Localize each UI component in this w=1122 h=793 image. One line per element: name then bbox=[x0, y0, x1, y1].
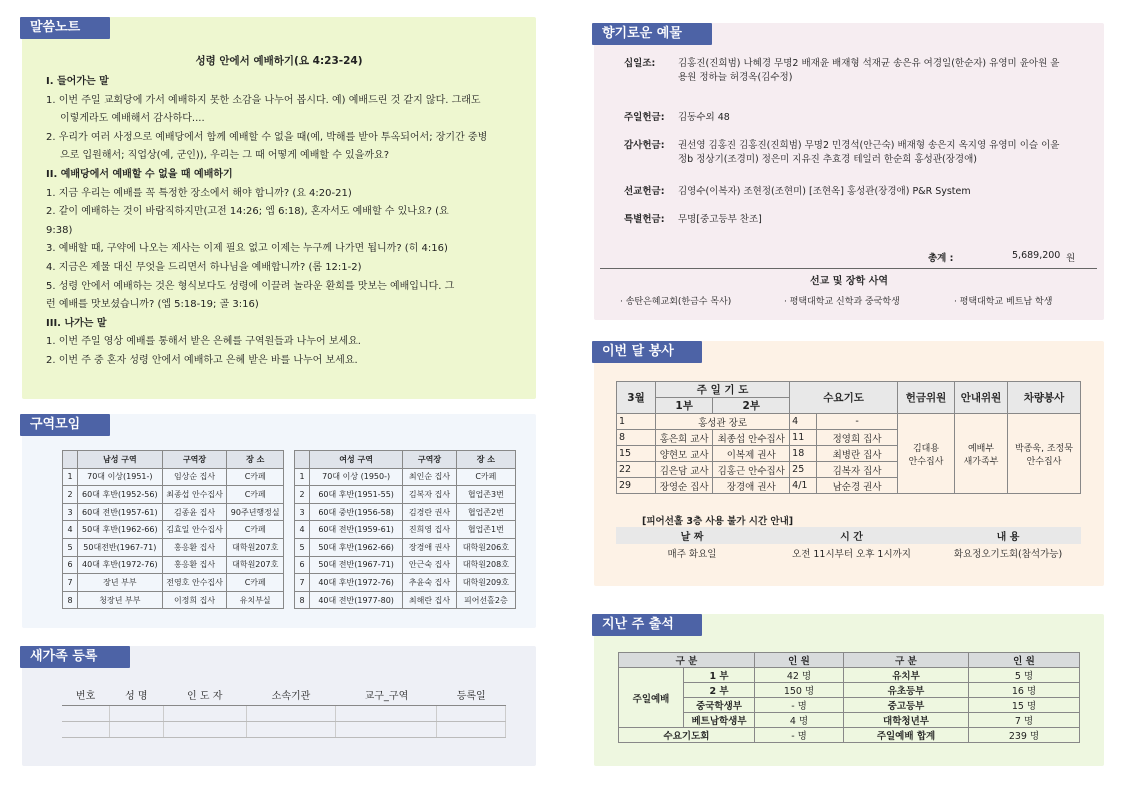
group-cell: 2 bbox=[295, 486, 310, 504]
group-cell: 7 bbox=[63, 574, 78, 592]
att-cell: 주일예배 합계 bbox=[844, 728, 969, 743]
wed-prayer-cell: 정영희 집사 bbox=[817, 430, 898, 446]
prayer-cell: 장영순 집사 bbox=[656, 478, 713, 494]
group-cell: 60대 후반(1952-56) bbox=[78, 486, 163, 504]
newfamily-cell bbox=[246, 722, 336, 738]
group-cell: 대학원208호 bbox=[456, 556, 515, 574]
prayer-cell: 이복제 권사 bbox=[713, 446, 790, 462]
offering-names: 김영수(이복자) 조현정(조현미) [조현옥] 홍성관(장경애) P&R System bbox=[678, 186, 971, 197]
new-family-table bbox=[62, 684, 506, 738]
att-cell: 239 명 bbox=[969, 728, 1080, 743]
date-cell: 8 bbox=[617, 430, 656, 446]
group-cell: 장년 부부 bbox=[78, 574, 163, 592]
group-cell: 1 bbox=[295, 468, 310, 486]
group-cell: 5 bbox=[63, 538, 78, 556]
newfamily-cell bbox=[336, 706, 437, 722]
total-value: 5,689,200 bbox=[1012, 250, 1061, 261]
table-row bbox=[295, 538, 516, 556]
group-cell: C카페 bbox=[227, 574, 284, 592]
table-row bbox=[295, 556, 516, 574]
offering-label: 감사헌금: bbox=[624, 140, 665, 151]
group-cell: 3 bbox=[63, 503, 78, 521]
offering-names: 김동수외 48 bbox=[678, 112, 730, 123]
offering-label: 십일조: bbox=[624, 58, 656, 69]
wed-prayer-cell: 최병란 집사 bbox=[817, 446, 898, 462]
car-member: 박종욱, 조정묵 안수집사 bbox=[1008, 414, 1081, 494]
section-header-offering: 향기로운 예물 bbox=[592, 23, 712, 45]
group-cell: 40대 전반(1977-80) bbox=[310, 591, 403, 609]
group-cell: C카페 bbox=[227, 468, 284, 486]
col-first-service: 1부 bbox=[656, 398, 713, 414]
group-cell: 김복자 집사 bbox=[403, 486, 456, 504]
mission-item: · 평택대학교 베트남 학생 bbox=[954, 297, 1053, 307]
group-cell: 김종윤 집사 bbox=[162, 503, 227, 521]
group-cell: 청장년 부부 bbox=[78, 591, 163, 609]
total-unit: 원 bbox=[1066, 253, 1076, 264]
attendance-table bbox=[618, 652, 1080, 743]
att-cell: 중고등부 bbox=[844, 698, 969, 713]
offering-names: 김홍진(진희범) 나혜경 무명2 배재윤 배재형 석재균 송은유 여경일(한순자) 유영미 윤아원 윤용원 정하늘 허경옥(김수정) bbox=[678, 58, 1060, 83]
table-row bbox=[63, 538, 284, 556]
pierson-notice bbox=[616, 513, 1081, 561]
sermon-line: 으로 입원해서; 직업상(예, 군인)), 우리는 그 때 어떻게 예배할 수 있을까요? bbox=[60, 150, 390, 162]
wed-prayer-cell: - bbox=[817, 414, 898, 430]
attendance-section bbox=[594, 614, 1104, 766]
prayer-cell: 최종섭 안수집사 bbox=[713, 430, 790, 446]
mission-item: · 송탄은혜교회(한금수 목사) bbox=[620, 297, 732, 307]
group-cell: 7 bbox=[295, 574, 310, 592]
wed-date-cell: 18 bbox=[790, 446, 817, 462]
sermon-note-section bbox=[22, 17, 536, 399]
att-cell: 15 명 bbox=[969, 698, 1080, 713]
section-header-group: 구역모임 bbox=[20, 414, 110, 436]
divider bbox=[600, 268, 1097, 269]
att-cell: 7 명 bbox=[969, 713, 1080, 728]
group-cell: 대학원209호 bbox=[456, 574, 515, 592]
prayer-cell: 장경애 권사 bbox=[713, 478, 790, 494]
group-cell: 협업존2번 bbox=[456, 503, 515, 521]
group-cell: 70대 이상(1951-) bbox=[78, 468, 163, 486]
sermon-line: 3. 예배할 때, 구약에 나오는 제사는 이제 필요 없고 이제는 누구께 나가면 됩니까? (히 4:16) bbox=[46, 243, 448, 255]
offering-names: 권선영 김홍진 김홍진(진희범) 무명2 민경석(안근숙) 배재형 송은지 옥지영 유영미 이슬 이윤정b 정상기(조경미) 정은미 지유진 추효경 테일러 한순희 홍성관(장경애) bbox=[678, 140, 1060, 165]
table-row bbox=[295, 486, 516, 504]
group-cell: 진희영 집사 bbox=[403, 521, 456, 539]
newfamily-cell bbox=[109, 722, 163, 738]
prayer-cell: 김은담 교사 bbox=[656, 462, 713, 478]
group-cell: 대학원206호 bbox=[456, 538, 515, 556]
att-cell: 베트남학생부 bbox=[684, 713, 755, 728]
group-cell: 대학원207호 bbox=[227, 556, 284, 574]
sermon-line: 9:38) bbox=[46, 224, 73, 236]
date-cell: 15 bbox=[617, 446, 656, 462]
newfamily-cell bbox=[62, 722, 109, 738]
group-col-header: 구역장 bbox=[162, 451, 227, 469]
group-cell: C카페 bbox=[456, 468, 515, 486]
sermon-line: 이렇게라도 예배해서 감사하다.... bbox=[60, 113, 205, 125]
prayer-cell: 홍성관 장로 bbox=[656, 414, 790, 430]
att-col-count: 인 원 bbox=[755, 653, 844, 668]
group-cell: 1 bbox=[63, 468, 78, 486]
group-cell: 협업존1번 bbox=[456, 521, 515, 539]
col-month: 3월 bbox=[617, 382, 656, 414]
pierson-date: 매주 화요일 bbox=[667, 548, 717, 560]
group-cell: 50대 후반(1962-66) bbox=[310, 538, 403, 556]
offering-label: 특별헌금: bbox=[624, 214, 665, 225]
att-cell: 2 부 bbox=[684, 683, 755, 698]
newfamily-col-header: 성 명 bbox=[109, 684, 163, 706]
newfamily-cell bbox=[246, 706, 336, 722]
newfamily-col-header: 인 도 자 bbox=[163, 684, 246, 706]
service-section bbox=[594, 341, 1104, 586]
group-cell: 안근숙 집사 bbox=[403, 556, 456, 574]
offering-member: 김대용 안수집사 bbox=[898, 414, 955, 494]
newfamily-cell bbox=[163, 706, 246, 722]
group-cell: 3 bbox=[295, 503, 310, 521]
table-row bbox=[295, 468, 516, 486]
pierson-col-date: 날 짜 bbox=[616, 527, 768, 544]
section-header-attendance: 지난 주 출석 bbox=[592, 614, 702, 636]
newfamily-col-header: 교구_구역 bbox=[336, 684, 437, 706]
att-cell: 유치부 bbox=[844, 668, 969, 683]
group-cell: 대학원207호 bbox=[227, 538, 284, 556]
group-cell: 5 bbox=[295, 538, 310, 556]
group-cell: C카페 bbox=[227, 521, 284, 539]
sermon-line: 2. 우리가 여러 사정으로 예배당에서 함께 예배할 수 없을 때(예, 박해를 받아 투옥되어서; 장기간 중병 bbox=[46, 131, 488, 143]
newfamily-cell bbox=[109, 706, 163, 722]
group-col-header: 남성 구역 bbox=[78, 451, 163, 469]
sermon-heading: III. 나가는 말 bbox=[46, 317, 107, 329]
newfamily-cell bbox=[437, 706, 506, 722]
group-cell: 60대 중반(1956-58) bbox=[310, 503, 403, 521]
sermon-heading: I. 들어가는 말 bbox=[46, 76, 109, 87]
att-col-category: 구 분 bbox=[619, 653, 755, 668]
group-cell: 최해란 집사 bbox=[403, 591, 456, 609]
sermon-body bbox=[46, 73, 521, 371]
newfamily-cell bbox=[62, 706, 109, 722]
att-cell: 대학청년부 bbox=[844, 713, 969, 728]
col-offering: 헌금위원 bbox=[898, 382, 955, 414]
group-cell: 60대 전반(1957-61) bbox=[78, 503, 163, 521]
group-cell: 장경애 권사 bbox=[403, 538, 456, 556]
wed-prayer-cell: 김복자 집사 bbox=[817, 462, 898, 478]
col-second-service: 2부 bbox=[713, 398, 790, 414]
sermon-line: 5. 성령 안에서 예배하는 것은 형식보다도 성령에 이끌려 놀라운 환희를 맛보는 예배입니다. 그 bbox=[46, 280, 455, 292]
att-cell: - 명 bbox=[755, 698, 844, 713]
att-cell: 유초등부 bbox=[844, 683, 969, 698]
table-row bbox=[295, 521, 516, 539]
table-row bbox=[63, 521, 284, 539]
table-row bbox=[295, 574, 516, 592]
group-cell: 이정희 집사 bbox=[162, 591, 227, 609]
date-cell: 22 bbox=[617, 462, 656, 478]
group-cell: 70대 이상 (1950-) bbox=[310, 468, 403, 486]
mission-item: · 평택대학교 신학과 중국학생 bbox=[784, 297, 900, 307]
att-cell: 중국학생부 bbox=[684, 698, 755, 713]
col-prayer: 주 일 기 도 bbox=[656, 382, 790, 398]
sermon-line: 2. 같이 예배하는 것이 바람직하지만(고전 14:26; 엡 6:18), 혼자서도 예배할 수 있나요? (요 bbox=[46, 206, 449, 218]
group-cell: 홍응환 집사 bbox=[162, 556, 227, 574]
group-cell: 유치부실 bbox=[227, 591, 284, 609]
group-cell: 60대 전반(1959-61) bbox=[310, 521, 403, 539]
att-col-count2: 인 원 bbox=[969, 653, 1080, 668]
group-cell: 최인순 집사 bbox=[403, 468, 456, 486]
group-cell: 8 bbox=[295, 591, 310, 609]
section-header-service: 이번 달 봉사 bbox=[592, 341, 702, 363]
sermon-line: 2. 이번 주 중 혼자 성령 안에서 예배하고 은혜 받은 바를 나누어 보세요. bbox=[46, 354, 358, 366]
new-family-section bbox=[22, 646, 536, 766]
group-col-header: 장 소 bbox=[456, 451, 515, 469]
group-col-header: 구역장 bbox=[403, 451, 456, 469]
group-col-header bbox=[295, 451, 310, 469]
att-cell: 5 명 bbox=[969, 668, 1080, 683]
group-meeting-section bbox=[22, 414, 536, 628]
col-car: 차량봉사 bbox=[1008, 382, 1081, 414]
att-cell: 42 명 bbox=[755, 668, 844, 683]
sermon-heading: II. 예배당에서 예배할 수 없을 때 예배하기 bbox=[46, 168, 233, 180]
group-cell: 40대 후반(1972-76) bbox=[78, 556, 163, 574]
wed-prayer-cell: 남순경 권사 bbox=[817, 478, 898, 494]
service-table bbox=[616, 381, 1081, 494]
wed-date-cell: 25 bbox=[790, 462, 817, 478]
table-row bbox=[63, 556, 284, 574]
table-row bbox=[63, 486, 284, 504]
group-cell: C카페 bbox=[227, 486, 284, 504]
group-cell: 김경란 권사 bbox=[403, 503, 456, 521]
pierson-time: 오전 11시부터 오후 1시까지 bbox=[792, 548, 911, 560]
wed-date-cell: 11 bbox=[790, 430, 817, 446]
section-header-newfamily: 새가족 등록 bbox=[20, 646, 130, 668]
table-row bbox=[62, 706, 506, 722]
newfamily-col-header: 번호 bbox=[62, 684, 109, 706]
prayer-cell: 김홍근 안수집사 bbox=[713, 462, 790, 478]
att-col-category2: 구 분 bbox=[844, 653, 969, 668]
group-cell: 홍응환 집사 bbox=[162, 538, 227, 556]
group-cell: 40대 후반(1972-76) bbox=[310, 574, 403, 592]
att-cell: 150 명 bbox=[755, 683, 844, 698]
sermon-line: 1. 이번 주일 영상 예배를 통해서 받은 은혜를 구역원들과 나누어 보세요. bbox=[46, 336, 361, 348]
offering-label: 선교헌금: bbox=[624, 186, 665, 197]
table-row bbox=[295, 591, 516, 609]
group-cell: 최종섭 안수집사 bbox=[162, 486, 227, 504]
group-col-header: 장 소 bbox=[227, 451, 284, 469]
offering-label: 주일헌금: bbox=[624, 112, 665, 123]
total-label: 총계 : bbox=[928, 253, 954, 264]
group-cell: 50대전반(1967-71) bbox=[78, 538, 163, 556]
women-group-table bbox=[294, 450, 516, 609]
group-cell: 50대 후반(1962-66) bbox=[78, 521, 163, 539]
prayer-cell: 홍은희 교사 bbox=[656, 430, 713, 446]
pierson-col-content: 내 용 bbox=[935, 527, 1081, 544]
section-header-sermon: 말씀노트 bbox=[20, 17, 110, 39]
table-row bbox=[63, 574, 284, 592]
guide-member: 예배부 새가족부 bbox=[955, 414, 1008, 494]
date-cell: 29 bbox=[617, 478, 656, 494]
group-cell: 전영호 안수집사 bbox=[162, 574, 227, 592]
group-col-header: 여성 구역 bbox=[310, 451, 403, 469]
col-wednesday: 수요기도 bbox=[790, 382, 898, 414]
sermon-line: 런 예배를 맛보셨습니까? (엡 5:18-19; 골 3:16) bbox=[46, 299, 259, 311]
newfamily-cell bbox=[437, 722, 506, 738]
sermon-title: 성령 안에서 예배하기(요 4:23-24) bbox=[195, 55, 363, 67]
pierson-col-time: 시 간 bbox=[768, 527, 935, 544]
att-cell: 16 명 bbox=[969, 683, 1080, 698]
newfamily-cell bbox=[336, 722, 437, 738]
table-row bbox=[63, 591, 284, 609]
group-cell: 2 bbox=[63, 486, 78, 504]
group-cell: 6 bbox=[63, 556, 78, 574]
table-row bbox=[63, 468, 284, 486]
group-cell: 추윤숙 집사 bbox=[403, 574, 456, 592]
newfamily-col-header: 등록일 bbox=[437, 684, 506, 706]
group-cell: 90주년행정실 bbox=[227, 503, 284, 521]
group-col-header bbox=[63, 451, 78, 469]
wed-date-cell: 4 bbox=[790, 414, 817, 430]
sermon-line: 4. 지금은 제물 대신 무엇을 드리면서 하나님을 예배합니까? (롬 12:1-2) bbox=[46, 261, 362, 273]
att-cell: 4 명 bbox=[755, 713, 844, 728]
group-cell: 피어선홀2층 bbox=[456, 591, 515, 609]
group-cell: 8 bbox=[63, 591, 78, 609]
offering-names: 무명[중고등부 찬조] bbox=[678, 214, 762, 225]
col-guide: 안내위원 bbox=[955, 382, 1008, 414]
group-cell: 4 bbox=[295, 521, 310, 539]
att-cell: 수요기도회 bbox=[619, 728, 755, 743]
pierson-content: 화요정오기도회(참석가능) bbox=[953, 548, 1063, 560]
sermon-line: 1. 지금 우리는 예배를 꼭 특정한 장소에서 해야 합니까? (요 4:20-21) bbox=[46, 187, 352, 199]
sermon-line: 1. 이번 주일 교회당에 가서 예배하지 못한 소감을 나누어 봅시다. 예) 예배드린 것 같지 않다. 그래도 bbox=[46, 94, 481, 106]
table-row bbox=[62, 722, 506, 738]
group-cell: 김효일 안수집사 bbox=[162, 521, 227, 539]
group-cell: 협업존3번 bbox=[456, 486, 515, 504]
wed-date-cell: 4/1 bbox=[790, 478, 817, 494]
table-row bbox=[63, 503, 284, 521]
att-cell: - 명 bbox=[755, 728, 844, 743]
men-group-table bbox=[62, 450, 284, 609]
mission-title: 선교 및 장학 사역 bbox=[809, 276, 889, 287]
group-cell: 50대 전반(1967-71) bbox=[310, 556, 403, 574]
group-cell: 임상순 집사 bbox=[162, 468, 227, 486]
pierson-title: [피어선홀 3층 사용 불가 시간 안내] bbox=[642, 516, 794, 527]
att-group-label: 주일예배 bbox=[619, 668, 684, 728]
group-cell: 60대 후반(1951-55) bbox=[310, 486, 403, 504]
offering-section bbox=[594, 23, 1104, 320]
att-cell: 1 부 bbox=[684, 668, 755, 683]
newfamily-col-header: 소속기관 bbox=[246, 684, 336, 706]
date-cell: 1 bbox=[617, 414, 656, 430]
prayer-cell: 양현모 교사 bbox=[656, 446, 713, 462]
group-cell: 4 bbox=[63, 521, 78, 539]
group-cell: 6 bbox=[295, 556, 310, 574]
newfamily-cell bbox=[163, 722, 246, 738]
table-row bbox=[295, 503, 516, 521]
